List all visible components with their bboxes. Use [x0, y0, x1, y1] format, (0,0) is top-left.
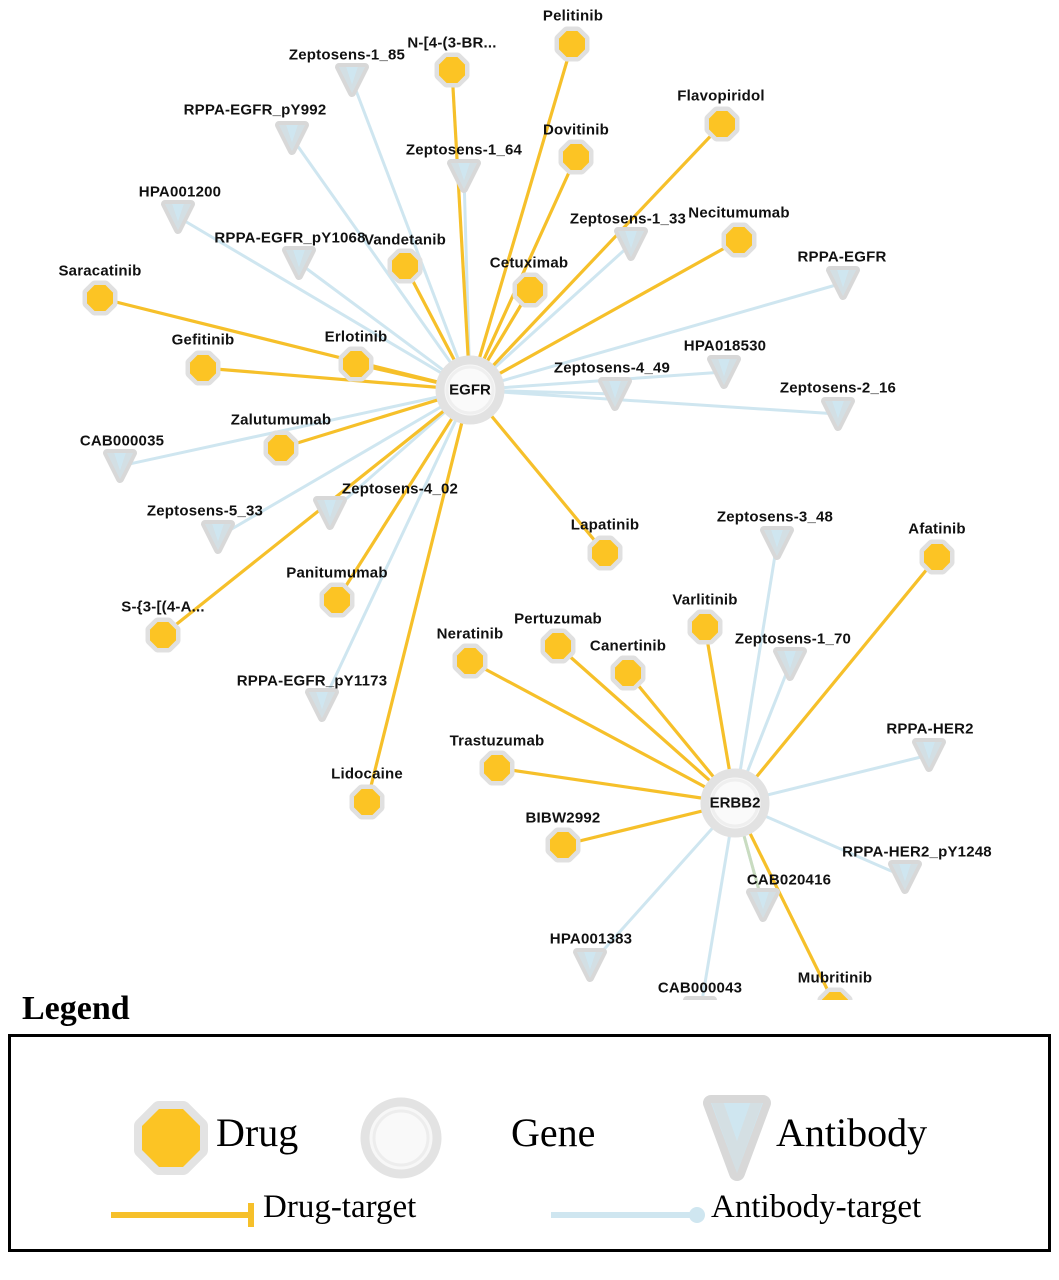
- drug-label: Flavopiridol: [677, 87, 765, 105]
- antibody-label: Zeptosens-4_02: [341, 480, 459, 498]
- drug-node: [692, 614, 718, 640]
- drug-node: [550, 832, 576, 858]
- drug-node: [324, 587, 350, 613]
- antibody-node: [830, 270, 856, 296]
- antibody-node: [165, 204, 191, 230]
- drug-shape: [726, 227, 752, 253]
- antibody-node: [339, 67, 365, 93]
- drug-shape: [439, 57, 465, 83]
- antibody-label: RPPA-EGFR: [797, 248, 887, 266]
- drug-node: [592, 540, 618, 566]
- drug-node: [87, 285, 113, 311]
- drug-node: [439, 57, 465, 83]
- antibody-label: RPPA-HER2: [886, 720, 974, 738]
- drug-shape: [615, 660, 641, 686]
- antibody-node: [892, 864, 918, 890]
- drug-shape: [550, 832, 576, 858]
- drug-shape: [484, 755, 510, 781]
- antibody-edge: [322, 390, 470, 705]
- drug-node: [268, 435, 294, 461]
- legend-label-drug-target: Drug-target: [263, 1189, 417, 1225]
- legend-title: Legend: [22, 990, 130, 1027]
- antibody-label: Zeptosens-1_64: [405, 141, 523, 159]
- antibody-label: RPPA-EGFR_pY1173: [236, 672, 388, 690]
- drug-label: Gefitinib: [171, 331, 235, 349]
- drug-node: [343, 351, 369, 377]
- antibody-edge: [735, 543, 777, 803]
- drug-shape: [392, 253, 418, 279]
- drug-shape: [354, 789, 380, 815]
- gene-circle-icon: [365, 1102, 437, 1174]
- drug-octagon-icon: [142, 1109, 200, 1167]
- antibody-label: CAB000043: [657, 979, 743, 997]
- drug-label: Lapatinib: [570, 516, 640, 534]
- drug-shape: [563, 144, 589, 170]
- antibody-label: Zeptosens-5_33: [146, 502, 264, 520]
- antibody-label: Zeptosens-1_70: [734, 630, 852, 648]
- antibody-node: [777, 651, 803, 677]
- drug-shape: [190, 355, 216, 381]
- antibody-label: HPA001383: [549, 930, 633, 948]
- drug-node: [457, 648, 483, 674]
- drug-shape: [545, 633, 571, 659]
- antibody-node: [286, 250, 312, 276]
- antibody-node: [107, 453, 133, 479]
- drug-label: Neratinib: [436, 625, 504, 643]
- antibody-node: [451, 163, 477, 189]
- drug-shape: [87, 285, 113, 311]
- antibody-label: Zeptosens-2_16: [779, 379, 897, 397]
- drug-shape: [559, 31, 585, 57]
- drug-label: N-[4-(3-BR...: [407, 34, 497, 52]
- antibody-label: HPA001200: [138, 183, 222, 201]
- antibody-node: [205, 524, 231, 550]
- drug-target-edge-icon: [111, 1203, 251, 1227]
- drug-shape: [324, 587, 350, 613]
- drug-label: Dovitinib: [543, 121, 609, 139]
- drug-label: Canertinib: [589, 637, 667, 655]
- antibody-node: [577, 952, 603, 978]
- antibody-node: [764, 530, 790, 556]
- drug-node: [559, 31, 585, 57]
- drug-node: [709, 111, 735, 137]
- drug-shape: [709, 111, 735, 137]
- drug-shape: [268, 435, 294, 461]
- legend-label-antibody-target: Antibody-target: [711, 1189, 922, 1225]
- drug-edge: [735, 557, 937, 803]
- drug-node: [726, 227, 752, 253]
- drug-node: [150, 622, 176, 648]
- drug-label: Vandetanib: [363, 231, 447, 249]
- legend-box: [8, 1034, 1051, 1252]
- antibody-label: CAB020416: [746, 871, 832, 889]
- antibody-label: RPPA-EGFR_pY992: [183, 101, 327, 119]
- antibody-node: [309, 692, 335, 718]
- drug-node: [484, 755, 510, 781]
- drug-shape: [150, 622, 176, 648]
- drug-shape: [517, 277, 543, 303]
- drug-label: Erlotinib: [324, 328, 388, 346]
- drug-node: [392, 253, 418, 279]
- drug-label: Trastuzumab: [449, 732, 545, 750]
- drug-shape: [457, 648, 483, 674]
- antibody-node: [750, 892, 776, 918]
- drug-label: Panitumumab: [286, 564, 388, 582]
- antibody-node: [602, 381, 628, 407]
- drug-label: Zalutumumab: [230, 411, 332, 429]
- legend: [0, 990, 1059, 1252]
- gene-label: ERBB2: [709, 794, 761, 812]
- antibody-label: Zeptosens-3_48: [716, 508, 834, 526]
- antibody-node: [916, 742, 942, 768]
- drug-node: [517, 277, 543, 303]
- drug-label: Afatinib: [908, 520, 966, 538]
- drug-label: Varlitinib: [672, 591, 738, 609]
- antibody-node: [825, 401, 851, 427]
- antibody-node: [711, 359, 737, 385]
- gene-label: EGFR: [449, 381, 491, 399]
- antibody-node: [317, 500, 343, 526]
- drug-label: Lidocaine: [331, 765, 403, 783]
- drug-label: Mubritinib: [797, 969, 873, 987]
- drug-node: [354, 789, 380, 815]
- drug-edge: [452, 70, 470, 390]
- drug-label: Pelitinib: [542, 7, 604, 25]
- antibody-label: Zeptosens-4_49: [553, 359, 671, 377]
- drug-label: Necitumumab: [688, 204, 790, 222]
- legend-label-antibody: Antibody: [776, 1110, 928, 1155]
- drug-shape: [592, 540, 618, 566]
- drug-node: [190, 355, 216, 381]
- drug-label: Saracatinib: [58, 262, 142, 280]
- drug-node: [924, 544, 950, 570]
- antibody-node: [279, 125, 305, 151]
- antibody-target-edge-icon: [551, 1207, 705, 1223]
- antibody-chevron-icon: [711, 1101, 763, 1173]
- antibody-label: HPA018530: [683, 337, 767, 355]
- drug-node: [563, 144, 589, 170]
- antibody-label: CAB000035: [79, 432, 165, 450]
- antibody-label: Zeptosens-1_85: [288, 46, 406, 64]
- legend-label-gene: Gene: [511, 1110, 596, 1155]
- drug-shape: [692, 614, 718, 640]
- drug-shape: [924, 544, 950, 570]
- drug-label: BIBW2992: [525, 809, 601, 827]
- drug-label: Pertuzumab: [514, 610, 602, 628]
- drug-shape: [343, 351, 369, 377]
- antibody-label: RPPA-HER2_pY1248: [842, 843, 992, 861]
- drug-label: Cetuximab: [489, 254, 569, 272]
- antibody-label: RPPA-EGFR_pY1068: [214, 229, 366, 247]
- legend-label-drug: Drug: [216, 1110, 299, 1155]
- drug-label: S-{3-[(4-A...: [121, 598, 205, 616]
- drug-node: [615, 660, 641, 686]
- antibody-label: Zeptosens-1_33: [569, 210, 687, 228]
- drug-node: [545, 633, 571, 659]
